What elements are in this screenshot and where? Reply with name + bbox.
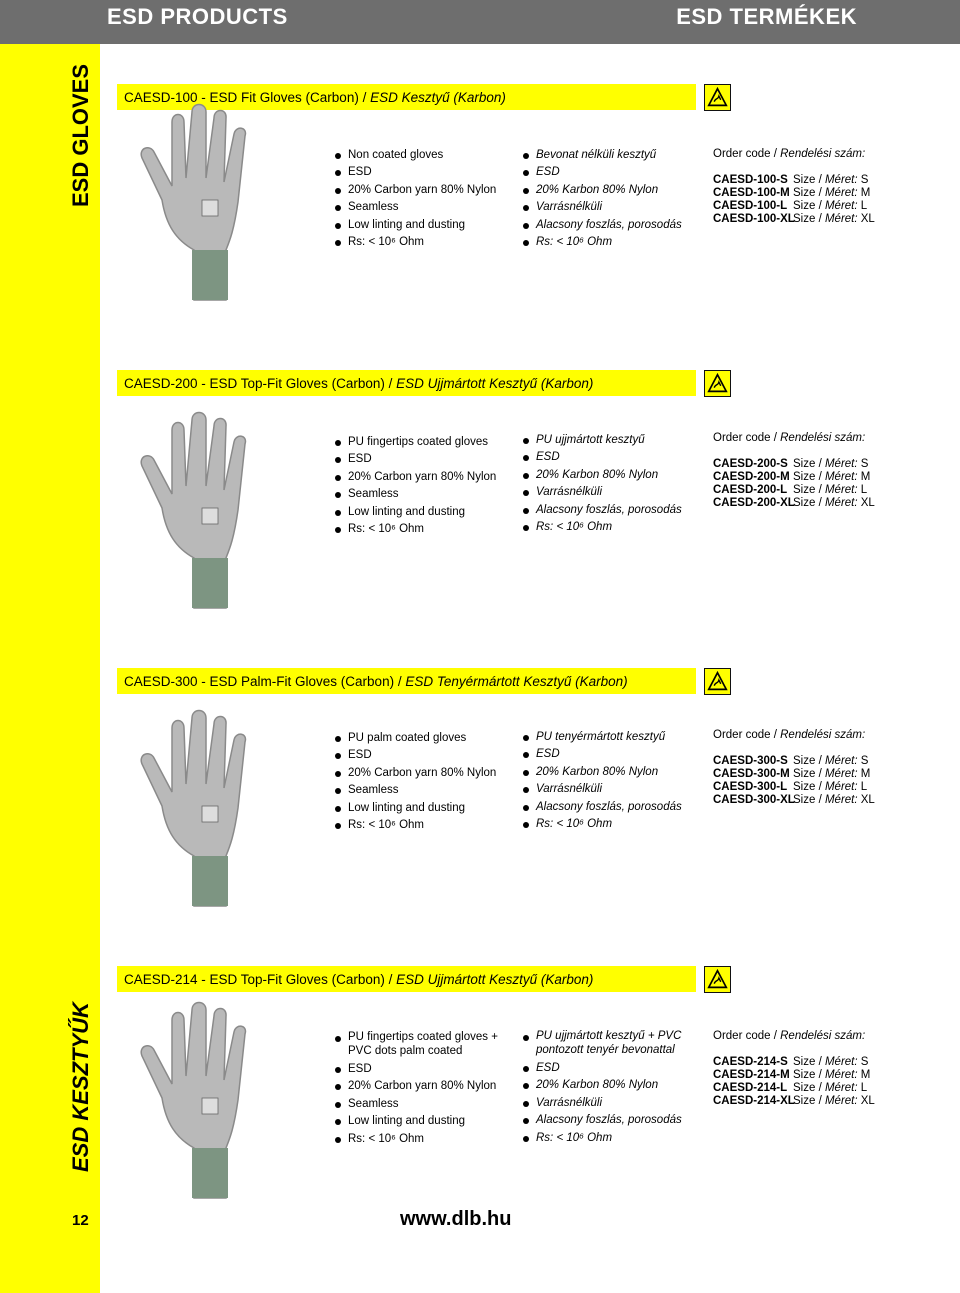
feature-item: Bevonat nélküli kesztyű <box>523 147 682 164</box>
order-title <box>713 148 875 174</box>
meret-label: Méret: <box>824 471 858 483</box>
feature-item: 20% Karbon 80% Nylon <box>523 1077 693 1094</box>
features-hu <box>523 729 682 833</box>
order-code: CAESD-214-XL <box>713 1095 795 1107</box>
feature-item: Rs: < 10⁶ Ohm <box>335 234 496 251</box>
features-hu <box>523 432 682 536</box>
order-code: CAESD-100-M <box>713 187 790 199</box>
feature-item: Varrásnélküli <box>523 484 682 501</box>
feature-item: Rs: < 10⁶ Ohm <box>335 817 496 834</box>
size-label: Size / <box>793 187 825 199</box>
size-label: Size / <box>793 755 825 767</box>
feature-item: ESD <box>523 164 682 181</box>
feature-item: Low linting and dusting <box>335 504 496 521</box>
feature-item: 20% Carbon yarn 80% Nylon <box>335 182 496 199</box>
size-label: Size / <box>793 1069 825 1081</box>
meret-label: Méret: <box>824 1082 858 1094</box>
order-title-en: Order code / <box>713 432 781 444</box>
order-title <box>713 1030 875 1056</box>
size-label: Size / <box>793 174 825 186</box>
size-label: Size / <box>793 497 825 509</box>
feature-item: 20% Karbon 80% Nylon <box>523 764 682 781</box>
feature-item: 20% Carbon yarn 80% Nylon <box>335 765 496 782</box>
order-row <box>713 213 875 226</box>
feature-item: Alacsony foszlás, porosodás <box>523 217 682 234</box>
product-section-caesd-300 <box>0 668 960 968</box>
order-code: CAESD-200-S <box>713 458 788 470</box>
size-value: S <box>857 174 869 186</box>
feature-item: Rs: < 10⁶ Ohm <box>523 519 682 536</box>
esd-warning-icon <box>704 84 731 111</box>
order-row <box>713 471 875 484</box>
size-value: L <box>857 1082 868 1094</box>
size-label: Size / <box>793 1056 825 1068</box>
meret-label: Méret: <box>824 484 858 496</box>
feature-item: PU fingertips coated gloves + PVC dots palm coated <box>335 1030 505 1061</box>
side-label-gloves: ESD GLOVES <box>68 63 93 207</box>
features-hu <box>523 1029 693 1147</box>
order-title <box>713 432 875 458</box>
meret-label: Méret: <box>824 187 858 199</box>
feature-item: 20% Karbon 80% Nylon <box>523 467 682 484</box>
feature-item: Rs: < 10⁶ Ohm <box>335 1131 505 1148</box>
product-title-bar <box>117 966 696 992</box>
order-codes <box>713 148 875 226</box>
feature-item: Varrásnélküli <box>523 781 682 798</box>
order-code: CAESD-100-S <box>713 174 788 186</box>
esd-warning-icon <box>704 966 731 993</box>
product-title-en: CAESD-300 - ESD Palm-Fit Gloves (Carbon) / <box>124 674 402 689</box>
meret-label: Méret: <box>824 1095 858 1107</box>
order-row <box>713 768 875 781</box>
feature-item: 20% Carbon yarn 80% Nylon <box>335 1078 505 1095</box>
order-title-hu: Rendelési szám: <box>780 432 866 444</box>
size-value: M <box>857 471 871 483</box>
feature-item: ESD <box>523 449 682 466</box>
feature-item: Non coated gloves <box>335 147 496 164</box>
order-row <box>713 187 875 200</box>
feature-item: Seamless <box>335 782 496 799</box>
glove-photo <box>114 100 306 305</box>
product-title-hu: ESD Tenyérmártott Kesztyű (Karbon) <box>401 674 628 689</box>
order-code: CAESD-100-XL <box>713 213 795 225</box>
feature-item: 20% Carbon yarn 80% Nylon <box>335 469 496 486</box>
feature-item: Varrásnélküli <box>523 199 682 216</box>
meret-label: Méret: <box>824 174 858 186</box>
size-value: M <box>857 187 871 199</box>
meret-label: Méret: <box>824 458 858 470</box>
order-codes <box>713 1030 875 1108</box>
size-label: Size / <box>793 768 825 780</box>
feature-item: Rs: < 10⁶ Ohm <box>335 521 496 538</box>
feature-item: Seamless <box>335 1096 505 1113</box>
order-row <box>713 794 875 807</box>
size-value: XL <box>857 1095 875 1107</box>
features-en <box>335 1030 505 1148</box>
website-link[interactable]: www.dlb.hu <box>400 1208 512 1230</box>
header-title-hu: ESD TERMÉKEK <box>676 4 857 29</box>
order-code: CAESD-214-L <box>713 1082 788 1094</box>
size-value: XL <box>857 794 875 806</box>
order-code: CAESD-214-M <box>713 1069 790 1081</box>
size-value: S <box>857 1056 869 1068</box>
order-codes <box>713 432 875 510</box>
feature-item: PU ujjmártott kesztyű + PVC pontozott tenyér bevonattal <box>523 1029 693 1060</box>
feature-item: Alacsony foszlás, porosodás <box>523 1112 693 1129</box>
feature-item: Alacsony foszlás, porosodás <box>523 502 682 519</box>
meret-label: Méret: <box>824 213 858 225</box>
feature-item: PU palm coated gloves <box>335 730 496 747</box>
feature-item: ESD <box>335 451 496 468</box>
feature-item: Low linting and dusting <box>335 800 496 817</box>
product-title-en: CAESD-214 - ESD Top-Fit Gloves (Carbon) / <box>124 972 393 987</box>
order-code: CAESD-100-L <box>713 200 788 212</box>
size-value: L <box>857 484 868 496</box>
order-title-en: Order code / <box>713 729 781 741</box>
size-value: XL <box>857 213 875 225</box>
header-title-en: ESD PRODUCTS <box>107 4 288 29</box>
product-title-hu: ESD Ujjmártott Kesztyű (Karbon) <box>392 972 594 987</box>
size-value: S <box>857 755 869 767</box>
meret-label: Méret: <box>824 768 858 780</box>
order-code: CAESD-200-L <box>713 484 788 496</box>
size-value: M <box>857 1069 871 1081</box>
glove-photo <box>114 408 306 613</box>
feature-item: Rs: < 10⁶ Ohm <box>523 234 682 251</box>
feature-item: Seamless <box>335 199 496 216</box>
order-row <box>713 1056 875 1069</box>
order-code: CAESD-300-S <box>713 755 788 767</box>
feature-item: ESD <box>523 1060 693 1077</box>
meret-label: Méret: <box>824 755 858 767</box>
feature-item: Low linting and dusting <box>335 217 496 234</box>
size-value: L <box>857 200 868 212</box>
product-title-en: CAESD-200 - ESD Top-Fit Gloves (Carbon) / <box>124 376 393 391</box>
product-title-hu: ESD Ujjmártott Kesztyű (Karbon) <box>392 376 594 391</box>
esd-warning-icon <box>704 668 731 695</box>
size-value: S <box>857 458 869 470</box>
order-title-hu: Rendelési szám: <box>780 148 866 160</box>
esd-warning-icon <box>704 370 731 397</box>
order-row <box>713 484 875 497</box>
feature-item: 20% Karbon 80% Nylon <box>523 182 682 199</box>
feature-item: Low linting and dusting <box>335 1113 505 1130</box>
order-row <box>713 497 875 510</box>
order-row <box>713 200 875 213</box>
order-row <box>713 174 875 187</box>
meret-label: Méret: <box>824 497 858 509</box>
size-label: Size / <box>793 1095 825 1107</box>
order-row <box>713 781 875 794</box>
size-label: Size / <box>793 471 825 483</box>
side-label-kesztyuk: ESD KESZTYŰK <box>68 1002 93 1172</box>
features-en <box>335 434 496 538</box>
order-row <box>713 1095 875 1108</box>
size-value: M <box>857 768 871 780</box>
order-row <box>713 1082 875 1095</box>
feature-item: ESD <box>523 746 682 763</box>
meret-label: Méret: <box>824 781 858 793</box>
features-en <box>335 147 496 251</box>
order-row <box>713 1069 875 1082</box>
size-label: Size / <box>793 484 825 496</box>
feature-item: Rs: < 10⁶ Ohm <box>523 816 682 833</box>
product-title-bar <box>117 370 696 396</box>
meret-label: Méret: <box>824 1069 858 1081</box>
order-title <box>713 729 875 755</box>
product-section-caesd-100 <box>0 84 960 384</box>
size-label: Size / <box>793 458 825 470</box>
product-title-en: CAESD-100 - ESD Fit Gloves (Carbon) / <box>124 90 367 105</box>
order-row <box>713 458 875 471</box>
order-code: CAESD-300-L <box>713 781 788 793</box>
order-code: CAESD-200-M <box>713 471 790 483</box>
glove-photo <box>114 706 306 911</box>
meret-label: Méret: <box>824 200 858 212</box>
order-title-en: Order code / <box>713 1030 781 1042</box>
product-title-bar <box>117 668 696 694</box>
order-code: CAESD-214-S <box>713 1056 788 1068</box>
size-value: XL <box>857 497 875 509</box>
size-label: Size / <box>793 781 825 793</box>
feature-item: Alacsony foszlás, porosodás <box>523 799 682 816</box>
features-hu <box>523 147 682 251</box>
product-section-caesd-200 <box>0 370 960 670</box>
order-title-en: Order code / <box>713 148 781 160</box>
feature-item: Seamless <box>335 486 496 503</box>
size-value: L <box>857 781 868 793</box>
product-title-hu: ESD Kesztyű (Karbon) <box>366 90 506 105</box>
features-en <box>335 730 496 834</box>
meret-label: Méret: <box>824 1056 858 1068</box>
feature-item: PU tenyérmártott kesztyű <box>523 729 682 746</box>
feature-item: Varrásnélküli <box>523 1095 693 1112</box>
order-title-hu: Rendelési szám: <box>780 729 866 741</box>
order-code: CAESD-300-XL <box>713 794 795 806</box>
order-code: CAESD-300-M <box>713 768 790 780</box>
feature-item: ESD <box>335 1061 505 1078</box>
feature-item: PU ujjmártott kesztyű <box>523 432 682 449</box>
size-label: Size / <box>793 200 825 212</box>
order-title-hu: Rendelési szám: <box>780 1030 866 1042</box>
feature-item: Rs: < 10⁶ Ohm <box>523 1130 693 1147</box>
feature-item: PU fingertips coated gloves <box>335 434 496 451</box>
size-label: Size / <box>793 794 825 806</box>
order-codes <box>713 729 875 807</box>
glove-photo <box>114 998 306 1203</box>
header-bar <box>0 0 960 44</box>
feature-item: ESD <box>335 747 496 764</box>
order-code: CAESD-200-XL <box>713 497 795 509</box>
feature-item: ESD <box>335 164 496 181</box>
size-label: Size / <box>793 1082 825 1094</box>
size-label: Size / <box>793 213 825 225</box>
page-number: 12 <box>72 1212 89 1229</box>
order-row <box>713 755 875 768</box>
meret-label: Méret: <box>824 794 858 806</box>
